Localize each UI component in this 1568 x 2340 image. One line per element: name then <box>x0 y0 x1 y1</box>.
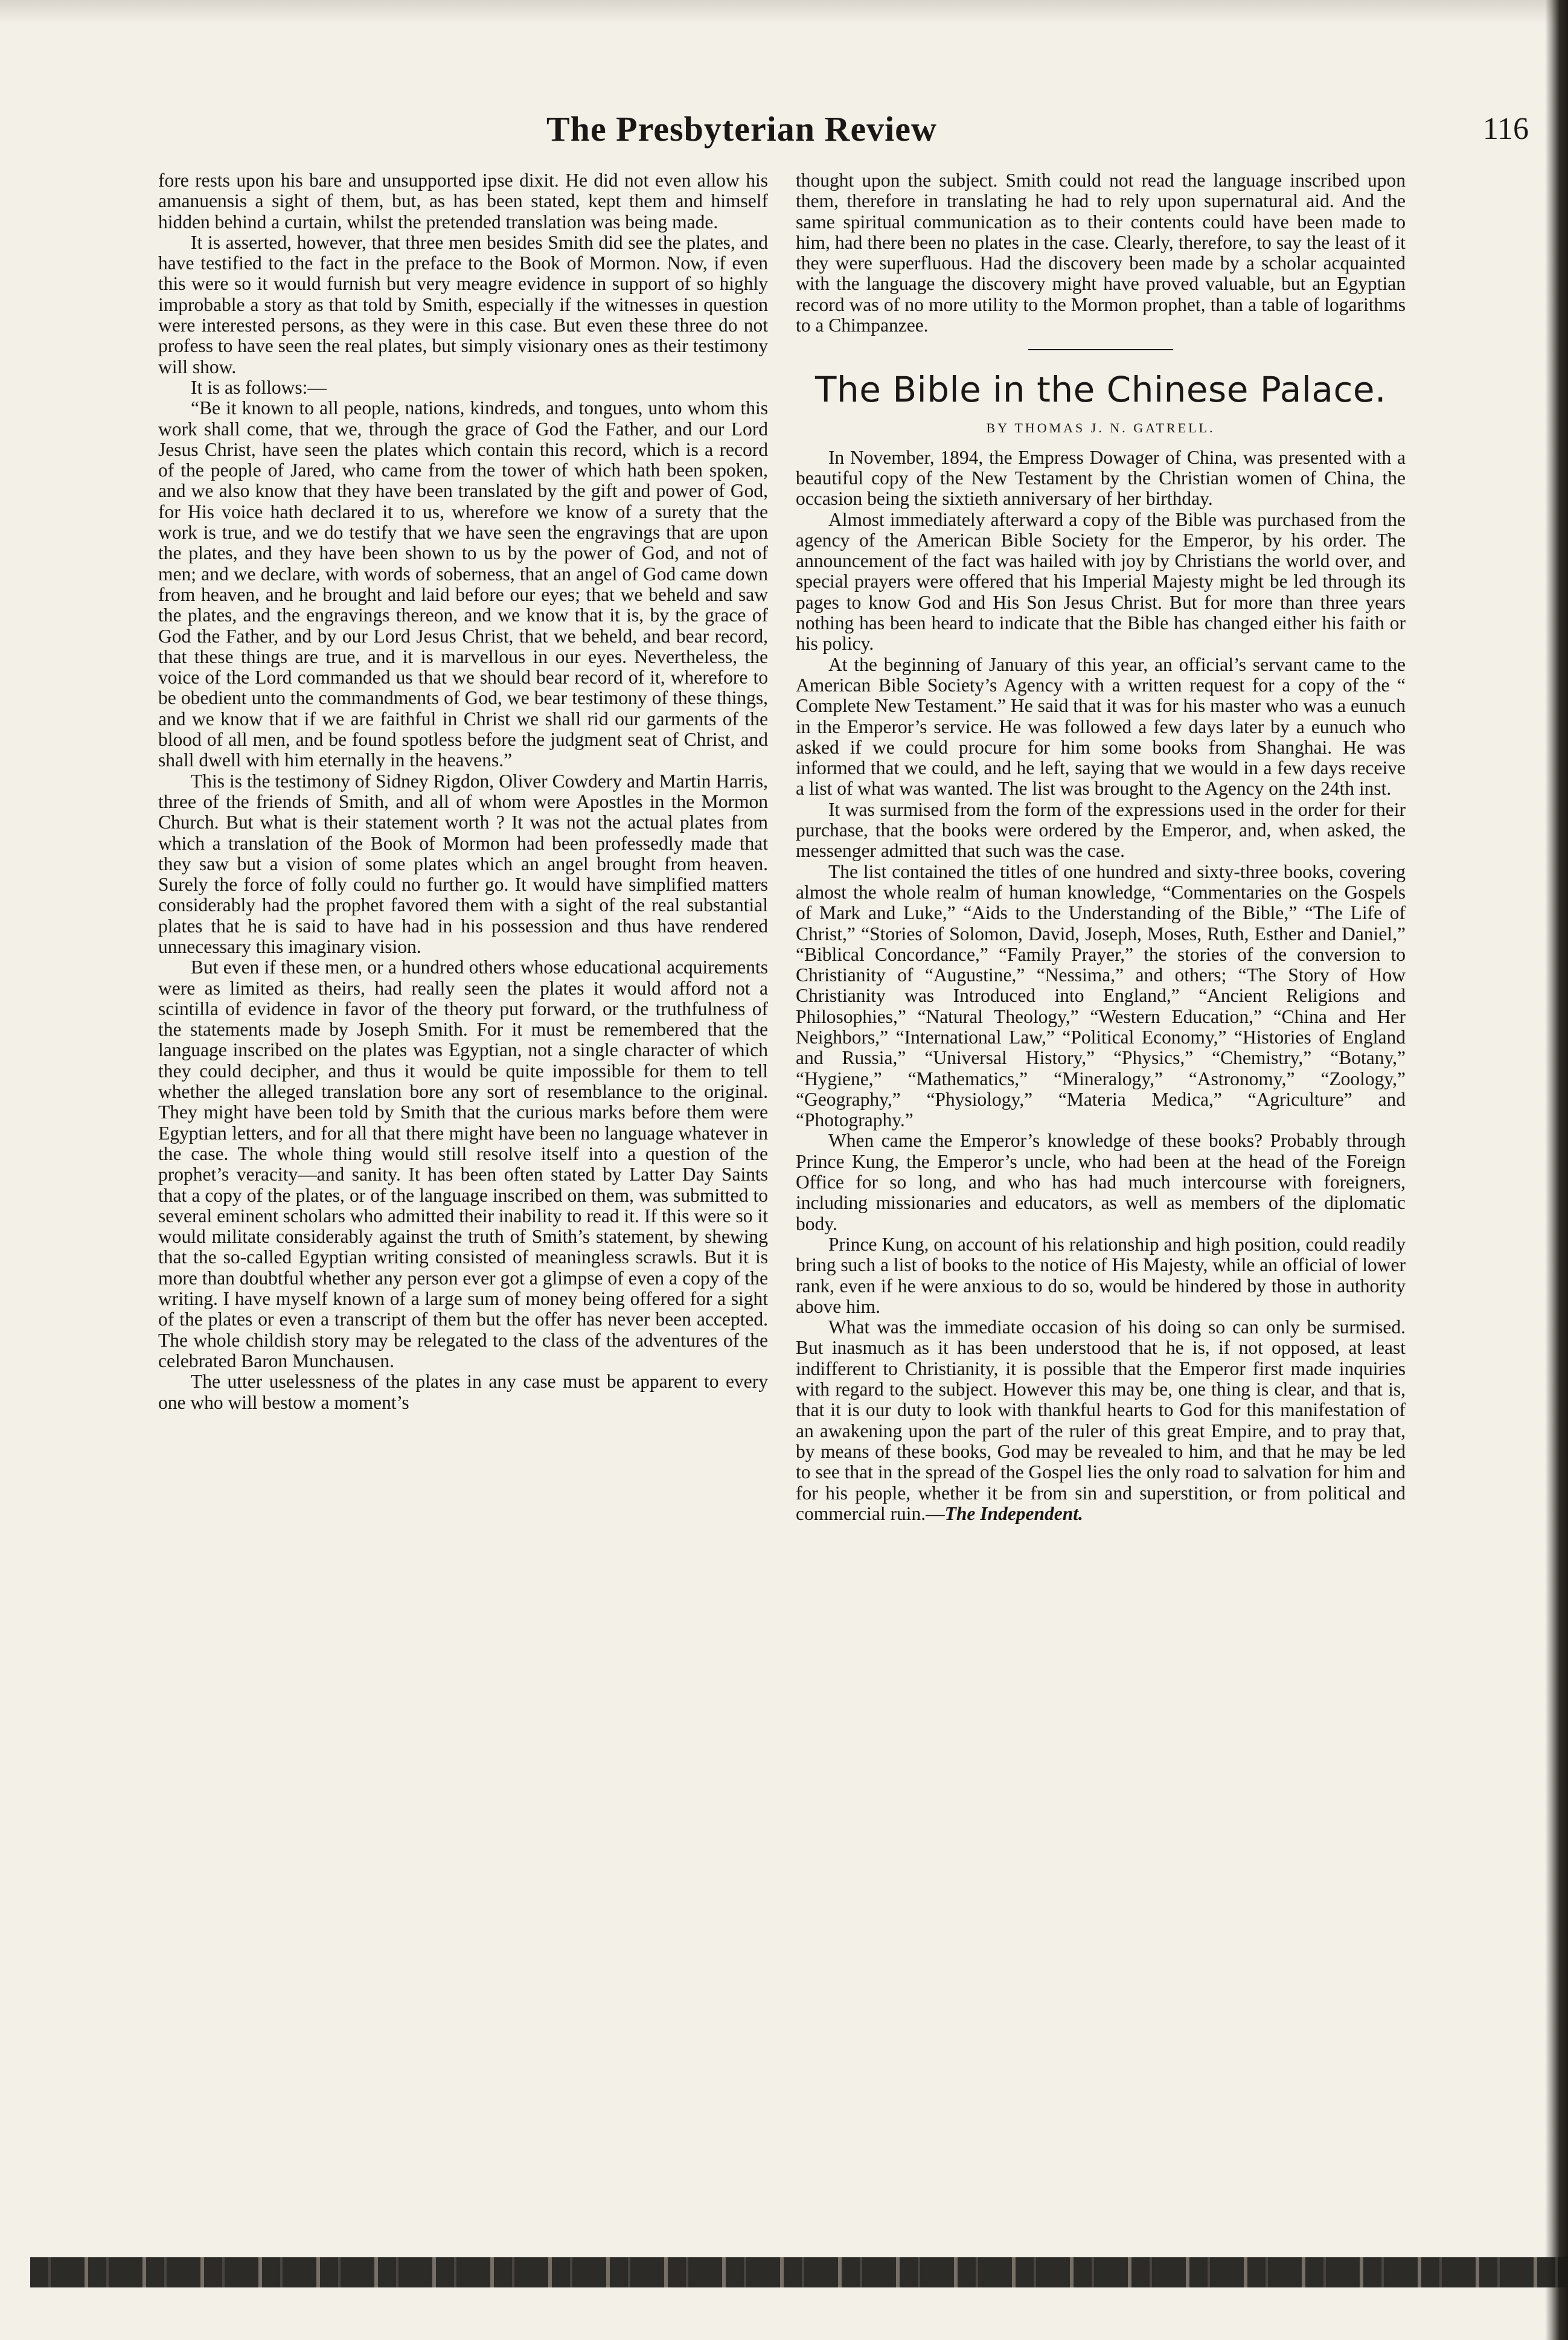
paragraph: At the beginning of January of this year, an official’s servant came to the American Bible Society’s Agency with a written request for a copy of the “ Complete New Testament.” He said that it was for his master who was a eunuch in the Emperor’s service. He was followed a few days later by a eunuch who asked if we could procure for him some books from Shanghai. He was informed that we could, and he left, saying that we would in a few days receive a list of what was wanted. The list was brought to the Agency on the 24th inst. <box>796 653 1406 800</box>
left-column <box>158 170 768 1413</box>
journal-title: The Presbyterian Review <box>546 109 937 149</box>
paragraph: Almost immediately afterward a copy of the Bible was purchased from the agency of the American Bible Society for the Emperor, by his order. The announcement of the fact was hailed with joy by Christians the world over, and special prayers were offered that his Imperial Majesty might be led through its pages to know God and His Son Jesus Christ. But for more than three years nothing has been heard to indicate that the Bible has changed either his faith or his policy. <box>796 508 1406 655</box>
scan-bottom-band <box>30 2257 1568 2287</box>
paragraph: It is as follows:— <box>191 376 327 398</box>
paragraph: But even if these men, or a hundred others whose educational acquirements were as limited as theirs, had really seen the plates it would afford not a scintilla of evidence in favor of the theory put forward, or the truthfulness of the statements made by Joseph Smith. For it must be remembered that the language inscribed on the plates was Egyptian, not a single character of which they could decipher, and thus it would be quite impossible for them to tell whether the alleged translation bore any sort of resemblance to the original. They might have been told by Smith that the curious marks before them were Egyptian letters, and for all that there might have been no language whatever in the case. The whole thing would still resolve itself into a question of the prophet’s veracity—and sanity. It has been often stated by Latter Day Saints that a copy of the plates, or of the language inscribed on them, was submitted to several eminent scholars who admitted their inability to read it. If this were so it would militate considerably against the truth of Smith’s statement, by shewing that the so-called Egyptian writing consisted of meaningless scrawls. But it is more than doubtful whether any person ever got a glimpse of even a copy of the writing. I have myself known of a large sum of money being offered for a sight of the plates or even a transcript of them but the offer has never been accepted. The whole childish story may be relegated to the class of the adventures of the celebrated Baron Munchausen. <box>158 957 768 1371</box>
article-title: The Bible in the Chinese Palace. <box>815 369 1386 411</box>
scan-top-edge <box>0 0 1568 24</box>
paragraph: In November, 1894, the Empress Dowager of China, was presented with a beautiful copy of the New Testament by the Christian women of China, the occasion being the sixtieth anniversary of her birthday. <box>796 446 1406 510</box>
article-byline: BY THOMAS J. N. GATRELL. <box>986 420 1215 436</box>
closing-text: What was the immediate occasion of his doing so can only be surmised. But inasmuch as it has been understood that he is, if not opposed, at least indifferent to Christianity, it is possible that the Emperor first made inquiries with regard to the subject. However this may be, one thing is clear, and that is, that it is our duty to look with thankful hearts to God for this manifestation of an awakening upon the part of the ruler of this great Empire, and to pray that, by means of these books, God may be revealed to him, and that he may be led to see that in the spread of the Gospel lies the only road to salvation for him and for his people, whether it be from sin and superstition, or from political and commercial ruin.— <box>796 1316 1406 1524</box>
scan-binding-edge <box>1545 0 1568 2340</box>
right-column <box>796 170 1406 1524</box>
page-number: 116 <box>1482 112 1529 146</box>
quoted-testimony: “Be it known to all people, nations, kindreds, and tongues, unto whom this work shall come, that we, through the grace of God the Father, and our Lord Jesus Christ, have seen the plates which contain this record, which is a record of the people of Jared, who came from the tower of which hath been spoken, and we also know that they have been translated by the gift and power of God, for His voice hath declared it to us, wherefore we know of a surety that the work is true, and we do testify that we have seen the engravings that are upon the plates, and they have been shown to us by the power of God, and not of men; and we declare, with words of soberness, that an angel of God came down from heaven, and he brought and laid before our eyes; that we beheld and saw the plates, and the engravings thereon, and we know that it is, by the grace of God the Father, and by our Lord Jesus Christ, that we beheld, and bear record, that these things are true, and it is marvellous in our eyes. Nevertheless, the voice of the Lord commanded us that we should bear record of it, wherefore to be obedient unto the commandments of God, we bear testimony of these things, and we know that if we are faithful in Christ we shall rid our garments of the blood of all men, and be found spotless before the judgment seat of Christ, and shall dwell with him eternally in the heavens.” <box>158 397 768 771</box>
section-divider <box>1028 349 1173 350</box>
paragraph: It was surmised from the form of the expressions used in the order for their purchase, that the books were ordered by the Emperor, and, when asked, the messenger admitted that such was the case. <box>796 798 1406 862</box>
paragraph: The list contained the titles of one hundred and sixty-three books, covering almost the whole realm of human knowledge, “Commentaries on the Gospels of Mark and Luke,” “Aids to the Understanding of the Bible,” “The Life of Christ,” “Stories of Solomon, David, Joseph, Moses, Ruth, Esther and Daniel,” “Biblical Concordance,” “Family Prayer,” the stories of the conversion to Christianity of “Augustine,” “Nessima,” and others; “The Story of How Christianity was Introduced into England,” “Ancient Religions and Philosophies,” “Natural Theology,” “Western Education,” “China and Her Neighbors,” “International Law,” “Political Economy,” “Histories of England and Russia,” “Universal History,” “Physics,” “Chemistry,” “Botany,” “Hygiene,” “Mathematics,” “Mineralogy,” “Astronomy,” “Zoology,” “Geography,” “Physiology,” “Materia Medica,” “Agriculture” and “Photography.” <box>796 861 1406 1131</box>
page-header <box>157 109 1540 157</box>
paragraph: This is the testimony of Sidney Rigdon, Oliver Cowdery and Martin Harris, three of the friends of Smith, and all of whom were Apostles in the Mormon Church. But what is their statement worth ? It was not the actual plates from which a translation of the Book of Mormon had been professedly made that they saw but a vision of some plates which an angel brought from heaven. Surely the force of folly could no further go. It would have simplified matters considerably had the prophet favored them with a sight of the real substantial plates that he is said to have had in his possession and thus have rendered unnecessary this imaginary vision. <box>158 770 768 957</box>
paragraph: When came the Emperor’s knowledge of these books? Probably through Prince Kung, the Emperor’s uncle, who had been at the head of the Foreign Office for so long, and who has had much intercourse with foreigners, including missionaries and educators, as well as members of the diplomatic body. <box>796 1130 1406 1234</box>
paragraph <box>796 1317 1406 1524</box>
paragraph: It is asserted, however, that three men besides Smith did see the plates, and have testified to the fact in the preface to the Book of Mormon. Now, if even this were so it would furnish but very meagre evidence in support of so highly improbable a story as that told by Smith, especially if the witnesses in question were interested persons, as they were in this case. But even these three do not profess to have seen the real plates, but simply visionary ones as their testimony will show. <box>158 231 768 377</box>
paragraph: fore rests upon his bare and unsupported ipse dixit. He did not even allow his amanuensis a sight of them, but, as has been stated, kept them and himself hidden behind a curtain, whilst the pretended translation was being made. <box>158 170 768 232</box>
paragraph: Prince Kung, on account of his relationship and high position, could readily bring such a list of books to the notice of His Majesty, while an official of lower rank, even if he were anxious to do so, would be hindered by those in authority above him. <box>796 1233 1406 1317</box>
paragraph: thought upon the subject. Smith could not read the language inscribed upon them, therefore in translating he had to rely upon supernatural aid. And the same spiritual communication as to their contents could have been made to him, had there been no plates in the case. Clearly, therefore, to say the least of it they were superfluous. Had the discovery been made by a scholar acquainted with the language the discovery might have proved valuable, but an Egyptian record was of no more utility to the Mormon prophet, than a table of logarithms to a Chimpanzee. <box>796 170 1406 336</box>
paragraph: The utter uselessness of the plates in any case must be apparent to every one who will bestow a moment’s <box>158 1371 768 1413</box>
article-source: The Independent. <box>944 1502 1083 1524</box>
